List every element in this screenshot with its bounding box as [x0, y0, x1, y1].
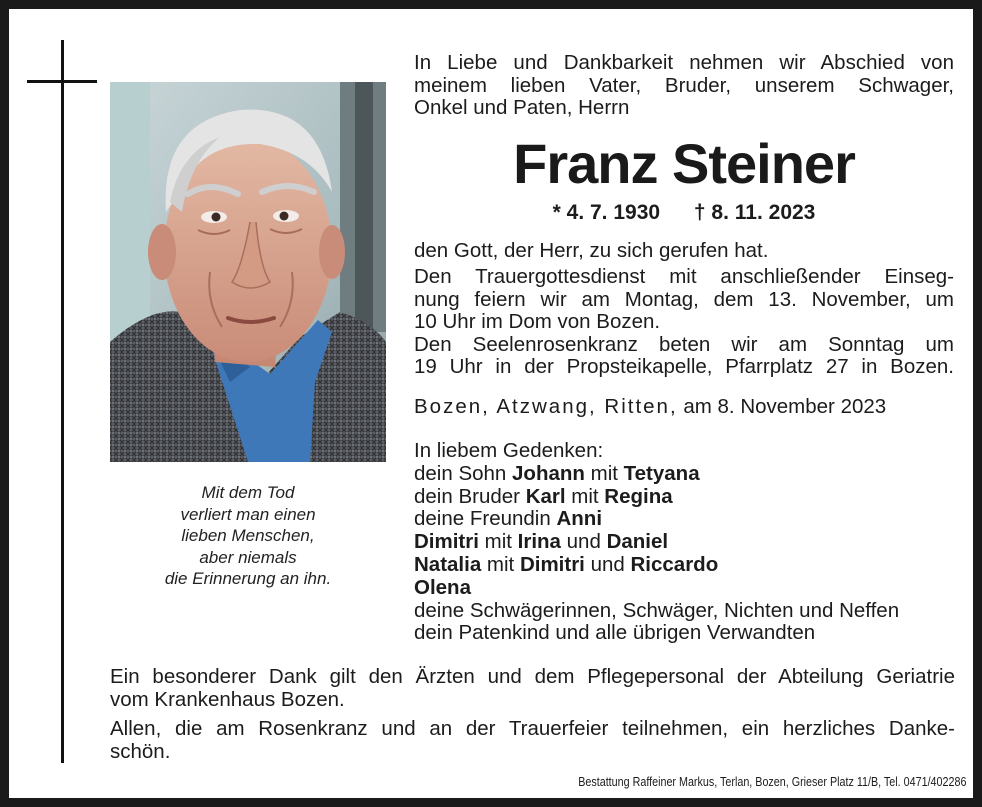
relative-line: Dimitri mit Irina und Daniel: [414, 530, 669, 554]
birth-date: * 4. 7. 1930: [552, 201, 661, 224]
thanks-line: vom Krankenhaus Bozen.: [110, 687, 345, 711]
intro-text: [414, 52, 954, 120]
deceased-name: Franz Steiner: [513, 132, 855, 195]
service-line: nung feiern wir am Montag, dem 13. November, um: [414, 287, 954, 311]
called-text: den Gott, der Herr, zu sich gerufen hat.: [414, 239, 769, 262]
date-of-notice: am 8. November 2023: [683, 395, 887, 418]
thanks-attendees: [110, 718, 955, 763]
thanks-line: schön.: [110, 739, 171, 763]
life-dates: [414, 200, 954, 226]
memory-heading: In liebem Gedenken:: [414, 439, 604, 462]
service-line: Den Seelenrosenkranz beten wir am Sonntag um: [414, 332, 954, 356]
relative-line: Olena: [414, 575, 471, 599]
thanks-line: Allen, die am Rosenkranz und an der Trauerfeier teilnehmen, ein herzliches Danke-: [110, 717, 955, 740]
cross-icon-bar: [27, 80, 97, 83]
quote-line: verliert man einen: [180, 504, 316, 524]
intro-line: meinem lieben Vater, Bruder, unserem Schwager,: [414, 73, 954, 97]
funeral-home-footer: Bestattung Raffeiner Markus, Terlan, Bozen, Grieser Platz 11/B, Tel. 0471/402286: [577, 775, 966, 789]
intro-line: In Liebe und Dankbarkeit nehmen wir Abschied von: [414, 51, 954, 74]
service-line: 19 Uhr in der Propsteikapelle, Pfarrplatz 27 in Bozen.: [414, 355, 954, 378]
relative-line: Natalia mit Dimitri und Riccardo: [414, 552, 719, 576]
quote-line: aber niemals: [199, 547, 297, 567]
relative-line: dein Bruder Karl mit Regina: [414, 484, 673, 508]
memorial-quote: [110, 482, 386, 590]
relatives-list: [414, 440, 954, 645]
cross-icon: [61, 40, 64, 763]
service-line: Den Trauergottesdienst mit anschließender Einseg-: [414, 265, 954, 288]
relative-line: deine Freundin Anni: [414, 507, 603, 531]
place: Bozen, Atzwang, Ritten,: [414, 395, 678, 418]
thanks-line: Ein besonderer Dank gilt den Ärzten und dem Pflegepersonal der Abteilung Geriatrie: [110, 665, 955, 688]
intro-line: Onkel und Paten, Herrn: [414, 96, 630, 119]
service-text: [414, 266, 954, 379]
relative-line: deine Schwägerinnen, Schwäger, Nichten und Neffen: [414, 598, 900, 622]
relative-line: dein Patenkind und alle übrigen Verwandten: [414, 621, 816, 645]
service-line: 10 Uhr im Dom von Bozen.: [414, 310, 661, 333]
place-date: [414, 396, 954, 419]
death-date: † 8. 11. 2023: [693, 201, 816, 224]
quote-line: die Erinnerung an ihn.: [164, 569, 332, 588]
quote-line: Mit dem Tod: [201, 483, 295, 502]
portrait-photo: [110, 82, 386, 462]
relative-line: dein Sohn Johann mit Tetyana: [414, 461, 700, 485]
thanks-medical: [110, 666, 955, 711]
quote-line: lieben Menschen,: [181, 526, 315, 545]
